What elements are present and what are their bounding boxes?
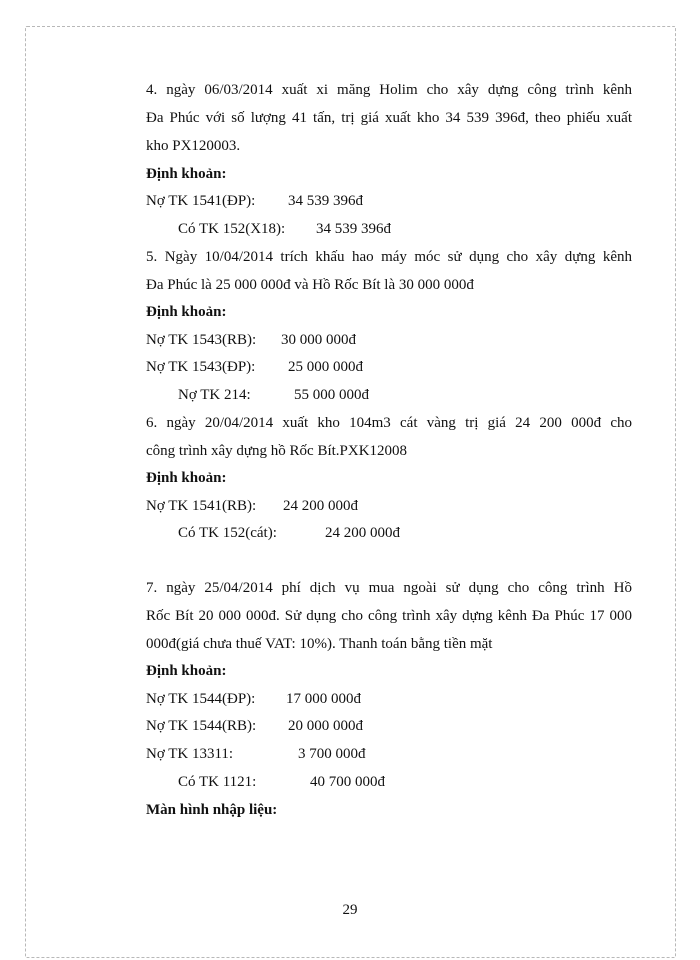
entry-5-posting-1-amount: 30 000 000đ bbox=[281, 332, 356, 348]
entry-5-line-2: Đa Phúc là 25 000 000đ và Hồ Rốc Bít là 30 000 000đ bbox=[146, 277, 474, 293]
entry-7-line-3: 000đ(giá chưa thuế VAT: 10%). Thanh toán bằng tiền mặt bbox=[146, 636, 493, 652]
entry-4-posting-2-amount: 34 539 396đ bbox=[316, 221, 391, 237]
entry-7-posting-3-account: Nợ TK 13311: bbox=[146, 746, 234, 762]
entry-6-posting-1-amount: 24 200 000đ bbox=[283, 498, 358, 514]
entry-7-line-2: Rốc Bít 20 000 000đ. Sử dụng cho công trình xây dựng kênh Đa Phúc 17 000 bbox=[146, 608, 632, 624]
entry-7-posting-1-amount: 17 000 000đ bbox=[286, 691, 361, 707]
entry-7-posting-2-amount: 20 000 000đ bbox=[288, 718, 363, 734]
entry-4-line-2: Đa Phúc với số lượng 41 tấn, trị giá xuất kho 34 539 396đ, theo phiếu xuất bbox=[146, 110, 632, 126]
entry-6-line-1: 6. ngày 20/04/2014 xuất kho 104m3 cát vàng trị giá 24 200 000đ cho bbox=[146, 415, 632, 431]
entry-5-posting-3-amount: 55 000 000đ bbox=[294, 387, 369, 403]
entry-7-posting-2-account: Nợ TK 1544(RB): bbox=[146, 718, 257, 734]
entry-7-heading: Định khoản: bbox=[146, 663, 227, 679]
entry-7-posting-1-account: Nợ TK 1544(ĐP): bbox=[146, 691, 256, 707]
entry-4-posting-1-account: Nợ TK 1541(ĐP): bbox=[146, 193, 256, 209]
entry-4-line-1: 4. ngày 06/03/2014 xuất xi măng Holim cho xây dựng công trình kênh bbox=[146, 82, 632, 98]
entry-6-posting-1-account: Nợ TK 1541(RB): bbox=[146, 498, 257, 514]
entry-4-posting-1-amount: 34 539 396đ bbox=[288, 193, 363, 209]
entry-6-posting-2-account: Có TK 152(cát): bbox=[178, 525, 277, 541]
entry-7-posting-4-account: Có TK 1121: bbox=[178, 774, 257, 790]
page-border bbox=[25, 26, 676, 958]
entry-6-posting-2-amount: 24 200 000đ bbox=[325, 525, 400, 541]
data-entry-screen-label: Màn hình nhập liệu: bbox=[146, 802, 278, 818]
entry-4-line-3: kho PX120003. bbox=[146, 138, 241, 154]
entry-7-line-1: 7. ngày 25/04/2014 phí dịch vụ mua ngoài sử dụng cho công trình Hồ bbox=[146, 580, 632, 596]
entry-5-posting-1-account: Nợ TK 1543(RB): bbox=[146, 332, 257, 348]
entry-7-posting-4-amount: 40 700 000đ bbox=[310, 774, 385, 790]
entry-6-heading: Định khoản: bbox=[146, 470, 227, 486]
entry-4-heading: Định khoản: bbox=[146, 166, 227, 182]
page-number: 29 bbox=[342, 902, 358, 918]
entry-7-posting-3-amount: 3 700 000đ bbox=[298, 746, 366, 762]
entry-5-line-1: 5. Ngày 10/04/2014 trích khấu hao máy móc sử dụng cho xây dựng kênh bbox=[146, 249, 632, 265]
entry-5-posting-3-account: Nợ TK 214: bbox=[178, 387, 251, 403]
entry-4-posting-2-account: Có TK 152(X18): bbox=[178, 221, 286, 237]
entry-6-line-2: công trình xây dựng hồ Rốc Bít.PXK12008 bbox=[146, 443, 408, 459]
entry-5-posting-2-account: Nợ TK 1543(ĐP): bbox=[146, 359, 256, 375]
entry-5-posting-2-amount: 25 000 000đ bbox=[288, 359, 363, 375]
entry-5-heading: Định khoản: bbox=[146, 304, 227, 320]
